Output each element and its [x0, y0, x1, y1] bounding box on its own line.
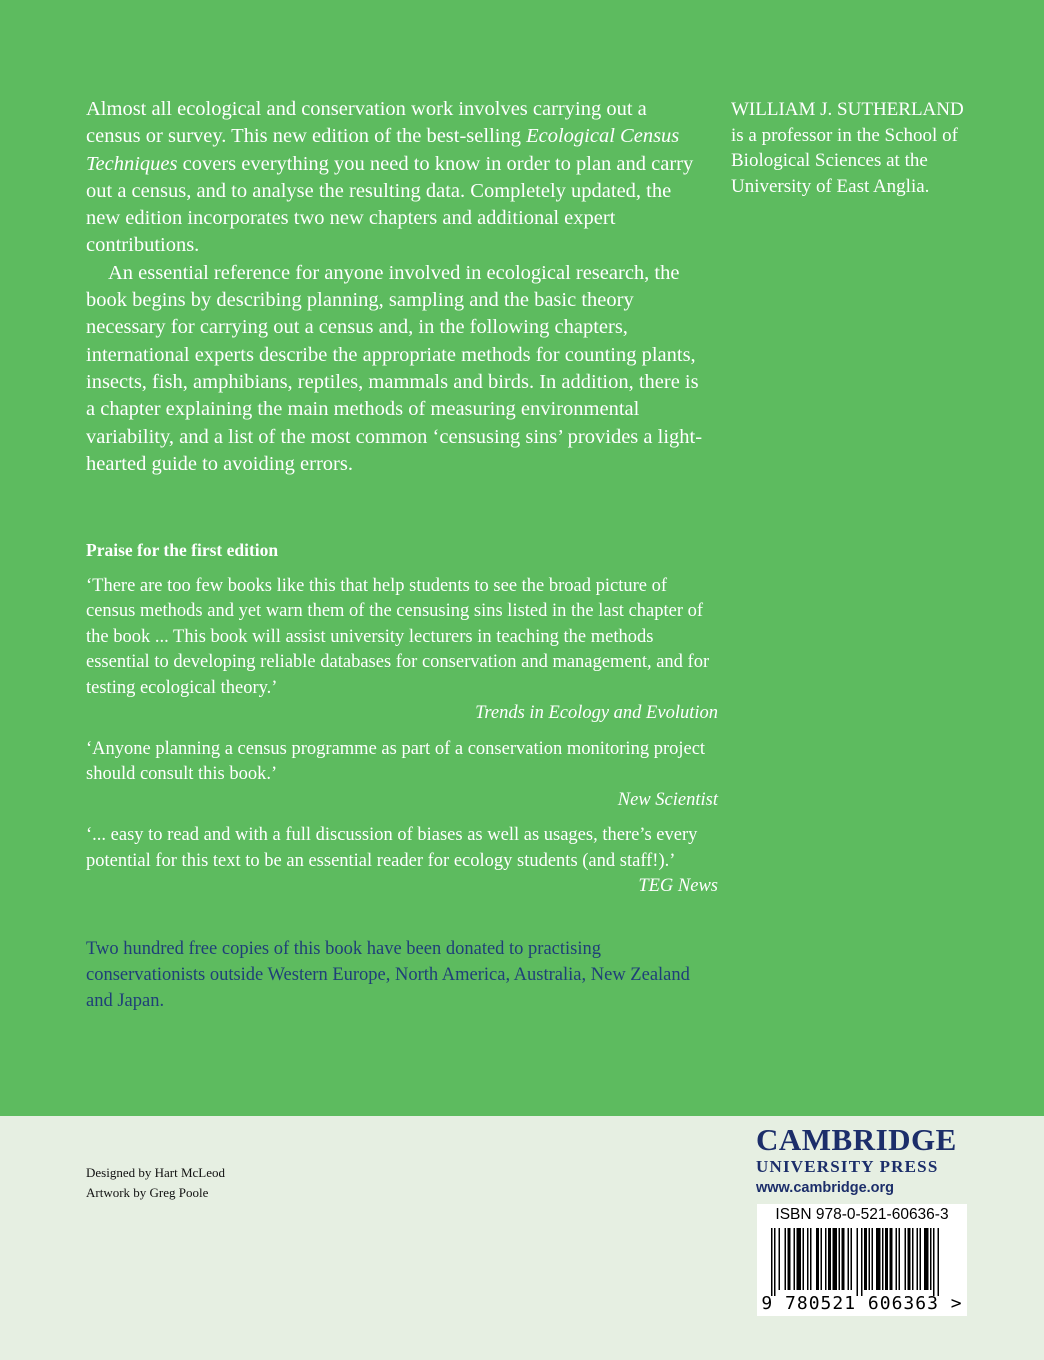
- barcode-bar: [930, 1228, 932, 1290]
- author-bio: [731, 97, 981, 199]
- donation-note: Two hundred free copies of this book have been donated to practising conservationists outside Western Europe, North America, Australia, New Zealand and Japan.: [86, 939, 690, 1011]
- barcode-bar: [842, 1228, 845, 1290]
- barcode-digits: 9 780521 606363 >: [761, 1293, 963, 1314]
- barcode-bar: [816, 1228, 819, 1290]
- author-description: is a professor in the School of Biological Sciences at the University of East Anglia.: [731, 124, 958, 197]
- barcode-bar: [917, 1228, 919, 1290]
- barcode-bar: [924, 1228, 929, 1290]
- barcode-bar: [771, 1228, 773, 1296]
- barcode-bar: [828, 1228, 831, 1290]
- publisher-name: CAMBRIDGE: [756, 1122, 957, 1157]
- barcode-bar: [938, 1228, 940, 1296]
- quote-text: ‘There are too few books like this that help students to see the broad picture of census methods and yet warn them of the censusing sins listed in the last chapter of the book ... This book will assist university lecturers in teaching the methods essential to developing reliable databases for conservation and management, and for testing ecological theory.’: [86, 575, 710, 698]
- barcode-bar: [869, 1228, 871, 1290]
- quote-2: [86, 737, 718, 814]
- credits: [86, 1163, 225, 1203]
- quote-source: Trends in Ecology and Evolution: [475, 703, 718, 723]
- barcode-bar: [933, 1228, 935, 1296]
- barcode-bar: [882, 1228, 884, 1290]
- praise-section: [86, 538, 718, 900]
- barcode-bar: [794, 1228, 796, 1290]
- designer-credit: Designed by Hart McLeod: [86, 1165, 225, 1180]
- barcode-bar: [890, 1228, 893, 1290]
- barcode-block: [757, 1204, 967, 1316]
- blurb-paragraph-1: Almost all ecological and conservation work involves carrying out a census or survey. This new edition of the best-selling Ecological Census Techniques covers everything you need to know in order to plan and carry out a census, and to analyse the resulting data. Completely updated, the new edition incorporates two new chapters and additional expert contributions.: [86, 98, 694, 257]
- barcode-bar: [825, 1228, 827, 1290]
- barcode-bar: [876, 1228, 881, 1290]
- barcode-bar: [885, 1228, 888, 1290]
- publisher-website[interactable]: www.cambridge.org: [756, 1180, 895, 1196]
- quote-1: [86, 574, 718, 727]
- barcode-bar: [807, 1228, 809, 1290]
- barcode-bar: [896, 1228, 898, 1290]
- barcode-bar: [779, 1228, 781, 1290]
- barcode-bar: [851, 1228, 853, 1290]
- barcode-bar: [899, 1228, 901, 1290]
- publisher-subname: UNIVERSITY PRESS: [756, 1157, 939, 1176]
- barcode-bar: [861, 1228, 863, 1296]
- barcode-bar: [774, 1228, 776, 1296]
- quote-text: ‘... easy to read and with a full discussion of biases as well as usages, there’s every potential for this text to be an essential reader for ecology students (and staff!).’: [86, 825, 698, 871]
- quote-3: [86, 823, 718, 900]
- publisher-logo: [756, 1123, 971, 1199]
- barcode-bar: [848, 1228, 850, 1290]
- barcode-bar: [912, 1228, 914, 1290]
- blurb: [86, 96, 706, 478]
- quote-source: TEG News: [638, 876, 718, 896]
- quote-source: New Scientist: [617, 789, 718, 810]
- author-name: WILLIAM J. SUTHERLAND: [731, 99, 964, 120]
- barcode-bar: [839, 1228, 841, 1290]
- barcode-bar: [821, 1228, 823, 1290]
- isbn-label: ISBN 978-0-521-60636-3: [775, 1206, 949, 1223]
- barcode-bar: [857, 1228, 859, 1296]
- barcode-bar: [864, 1228, 867, 1290]
- praise-heading: Praise for the first edition: [86, 540, 279, 560]
- barcode-bar: [803, 1228, 805, 1290]
- barcode-bar: [833, 1228, 838, 1290]
- barcode-bar: [908, 1228, 911, 1290]
- barcode-bar: [810, 1228, 812, 1290]
- barcode-bar: [785, 1228, 787, 1290]
- barcode-bar: [788, 1228, 791, 1290]
- artwork-credit: Artwork by Greg Poole: [86, 1185, 209, 1200]
- barcode-bar: [872, 1228, 874, 1290]
- quote-text: ‘Anyone planning a census programme as part of a conservation monitoring project should consult this book.’: [86, 738, 706, 784]
- barcode-bar: [905, 1228, 907, 1290]
- blurb-paragraph-2: An essential reference for anyone involved in ecological research, the book begins by describing planning, sampling and the basic theory necessary for carrying out a census and, in the following chapters, international experts describe the appropriate methods for counting plants, insects, fish, amphibians, reptiles, mammals and birds. In addition, there is a chapter explaining the main methods of measuring environmental variability, and a list of the most common ‘censusing sins’ provides a light-hearted guide to avoiding errors.: [86, 261, 703, 475]
- barcode-bar: [797, 1228, 802, 1290]
- barcode-bar: [920, 1228, 922, 1290]
- book-title: Ecological Census Techniques: [86, 125, 680, 175]
